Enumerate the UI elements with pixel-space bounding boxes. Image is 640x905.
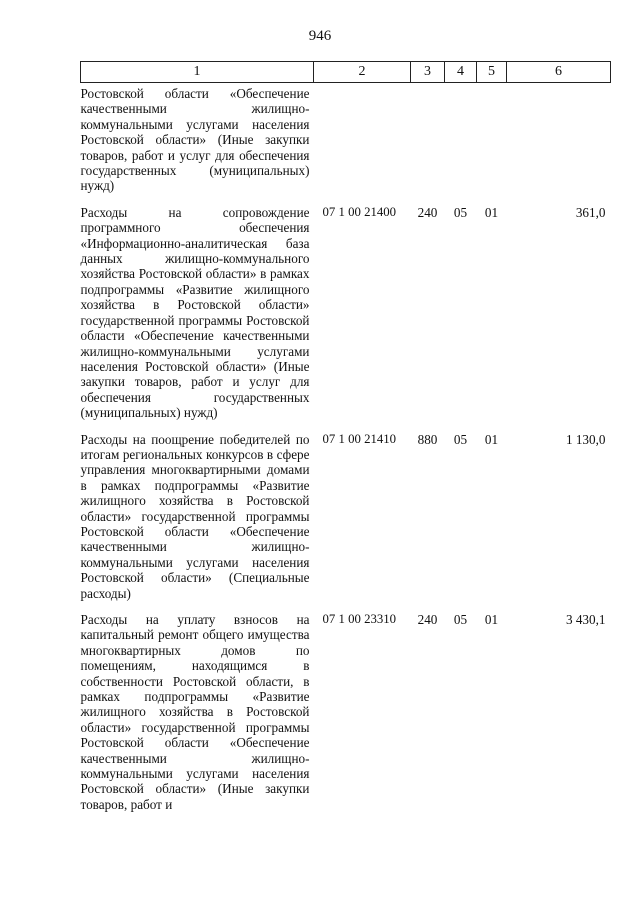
row-amount: 3 430,1 — [565, 612, 606, 627]
row-expense-type: 240 — [417, 204, 438, 220]
table-row — [81, 83, 611, 194]
header-row — [81, 62, 611, 83]
row-target-article: 07 1 00 21400 — [322, 204, 397, 219]
column-header-3: 3 — [411, 62, 445, 83]
row-description: Расходы на уплату взносов на капитальный ремонт общего имущества многоквартирных домов по помещениям, находящимся в собственности Ростовской области, в рамках подпрограммы «Развитие жилищного хозяйства в Ростовской области» государственной программы Ростовской области «Обеспечение качественными жилищно-коммунальными услугами населения Ростовской области» (Иные закупки товаров, работ и — [80, 612, 310, 812]
row-section: 05 — [453, 204, 468, 220]
column-header-2: 2 — [314, 62, 411, 83]
column-header-6: 6 — [507, 62, 611, 83]
row-expense-type — [411, 83, 445, 194]
row-subsection: 01 — [484, 612, 499, 627]
row-amount — [507, 83, 611, 194]
column-header-5: 5 — [477, 62, 507, 83]
table-row — [81, 421, 611, 601]
row-description: Расходы на поощрение победителей по итогам региональных конкурсов в сфере управления многоквартирными домами в рамках подпрограммы «Развитие жилищного хозяйства в Ростовской области» государственной программы Ростовской области «Обеспечение качественными жилищно-коммунальными услугами населения Ростовской области» (Специальные расходы) — [80, 431, 310, 601]
table-row — [81, 194, 611, 421]
table-body — [81, 83, 611, 813]
row-target-article — [314, 83, 411, 194]
row-subsection: 01 — [484, 204, 499, 220]
row-subsection — [477, 83, 507, 194]
column-header-1: 1 — [81, 62, 314, 83]
row-target-article: 07 1 00 21410 — [322, 431, 397, 446]
table-row — [81, 601, 611, 812]
row-description: Расходы на сопровождение программного обеспечения «Информационно-аналитическая база данных жилищно-коммунального хозяйства Ростовской области» в рамках подпрограммы «Развитие жилищного хозяйства в Ростовской области» государственной программы Ростовской области «Обеспечение качественными жилищно-коммунальными услугами населения Ростовской области» (Иные закупки товаров, работ и услуг для обеспечения государственных (муниципальных) нужд) — [80, 204, 310, 421]
row-expense-type: 240 — [417, 612, 438, 627]
row-target-article: 07 1 00 23310 — [322, 612, 397, 626]
row-section — [445, 83, 477, 194]
row-subsection: 01 — [484, 431, 499, 447]
row-expense-type: 880 — [417, 431, 438, 447]
budget-table — [80, 61, 611, 812]
row-section: 05 — [453, 612, 468, 627]
row-description: Ростовской области «Обеспечение качественными жилищно-коммунальными услугами населения Ростовской области» (Иные закупки товаров, работ и услуг для обеспечения государственных (муниципальных) нужд) — [80, 86, 310, 194]
page-number: 946 — [308, 28, 332, 44]
row-section: 05 — [453, 431, 468, 447]
table-header — [81, 62, 611, 83]
column-header-4: 4 — [445, 62, 477, 83]
row-amount: 1 130,0 — [565, 431, 606, 447]
row-amount: 361,0 — [575, 204, 606, 220]
